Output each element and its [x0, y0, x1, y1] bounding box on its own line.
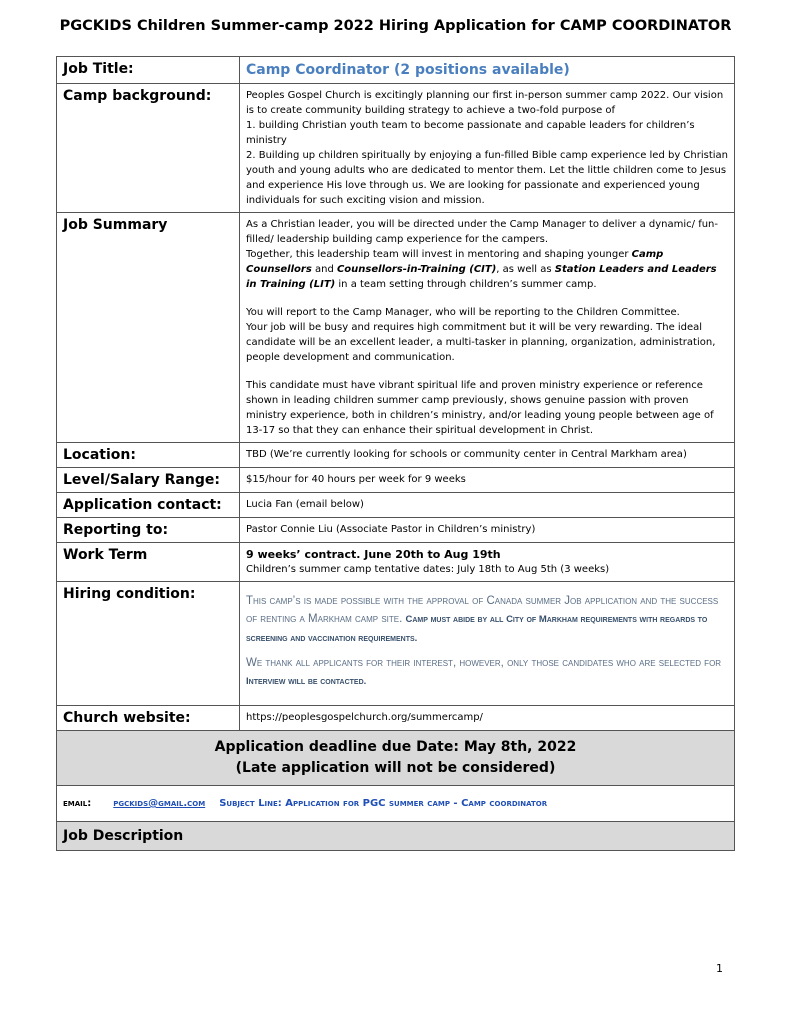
email-link[interactable]: pgckids@gmail.com [113, 798, 206, 809]
row-job-description [57, 822, 735, 851]
reporting-label: Reporting to: [57, 518, 240, 543]
row-email [57, 786, 735, 822]
row-hiring-condition [57, 582, 735, 706]
location-value: TBD (We’re currently looking for schools or community center in Central Markham area) [240, 443, 735, 468]
row-location [57, 443, 735, 468]
contact-label: Application contact: [57, 493, 240, 518]
hiring-condition-p1: This camp’s is made possible with the approval of Canada summer Job application and the success of renting a Markham camp site. Camp must abide by all City of Markham requirements with regards to screening and vaccination requirements. [246, 595, 719, 644]
job-summary-label: Job Summary [57, 213, 240, 443]
row-salary [57, 468, 735, 493]
website-label: Church website: [57, 706, 240, 731]
job-title-value: Camp Coordinator (2 positions available) [246, 62, 570, 78]
row-website [57, 706, 735, 731]
email-subject-line: Subject Line: Application for PGC summer camp - Camp coordinator [219, 798, 548, 809]
hiring-condition-label: Hiring condition: [57, 582, 240, 706]
row-deadline [57, 731, 735, 786]
salary-label: Level/Salary Range: [57, 468, 240, 493]
work-term-contract: 9 weeks’ contract. June 20th to Aug 19th [246, 548, 501, 561]
deadline-date: Application deadline due Date: May 8th, 2022 [214, 739, 577, 755]
row-reporting [57, 518, 735, 543]
job-summary-p1: As a Christian leader, you will be directed under the Camp Manager to deliver a dynamic/ fun-filled/ leadership building camp experience for the campers. [246, 219, 719, 245]
job-summary-p4: Your job will be busy and requires high commitment but it will be very rewarding. The ideal candidate will be an excellent leader, a multi-tasker in planning, organization, administration, people development and communication. [246, 322, 716, 363]
job-title-label: Job Title: [57, 57, 240, 84]
row-contact [57, 493, 735, 518]
email-label: email: [63, 798, 92, 809]
work-term-label: Work Term [57, 543, 240, 582]
row-job-title [57, 57, 735, 84]
application-table [56, 56, 735, 851]
page-number: 1 [716, 962, 723, 975]
camp-background-p1: Peoples Gospel Church is excitingly planning our first in-person summer camp 2022. Our vision is to create community building strategy to achieve a two-fold purpose of [246, 90, 724, 116]
reporting-value: Pastor Connie Liu (Associate Pastor in Children’s ministry) [240, 518, 735, 543]
camp-background-p3: 2. Building up children spiritually by enjoying a fun-filled Bible camp experience led by Christian youth and young adults who are dedicated to mentor them. Let the little children come to Jesus and experience His love through us. We are looking for passionate and experienced young individuals for such exciting vision and mission. [246, 150, 729, 206]
row-camp-background [57, 84, 735, 213]
camp-background-label: Camp background: [57, 84, 240, 213]
work-term-camp-dates: Children’s summer camp tentative dates: July 18th to Aug 5th (3 weeks) [246, 564, 610, 575]
row-work-term [57, 543, 735, 582]
document-title: PGCKIDS Children Summer-camp 2022 Hiring Application for CAMP COORDINATOR [59, 18, 732, 34]
website-url[interactable]: https://peoplesgospelchurch.org/summercamp/ [240, 706, 735, 731]
job-summary-p2: Together, this leadership team will invest in mentoring and shaping younger Camp Counsellors and Counsellors-in-Training (CIT), as well as Station Leaders and Leaders in Training (LIT) in a team setting through children’s summer camp. [246, 249, 717, 290]
job-description-heading: Job Description [57, 822, 735, 851]
job-summary-p5: This candidate must have vibrant spiritual life and proven ministry experience or reference shown in leading children summer camp previously, shows genuine passion with proven ministry experience, both in children’s ministry, and/or leading young people between age of 13-17 so that they can enhance their spiritual development in Christ. [246, 380, 714, 436]
contact-value: Lucia Fan (email below) [240, 493, 735, 518]
job-summary-p3: You will report to the Camp Manager, who will be reporting to the Children Committee. [246, 307, 680, 318]
hiring-condition-p2: We thank all applicants for their interest, however, only those candidates who are selected for Interview will be contacted. [246, 657, 722, 687]
location-label: Location: [57, 443, 240, 468]
row-job-summary [57, 213, 735, 443]
deadline-note: (Late application will not be considered) [235, 760, 556, 776]
salary-value: $15/hour for 40 hours per week for 9 weeks [240, 468, 735, 493]
camp-background-p2: 1. building Christian youth team to become passionate and capable leaders for children’s ministry [246, 120, 695, 146]
